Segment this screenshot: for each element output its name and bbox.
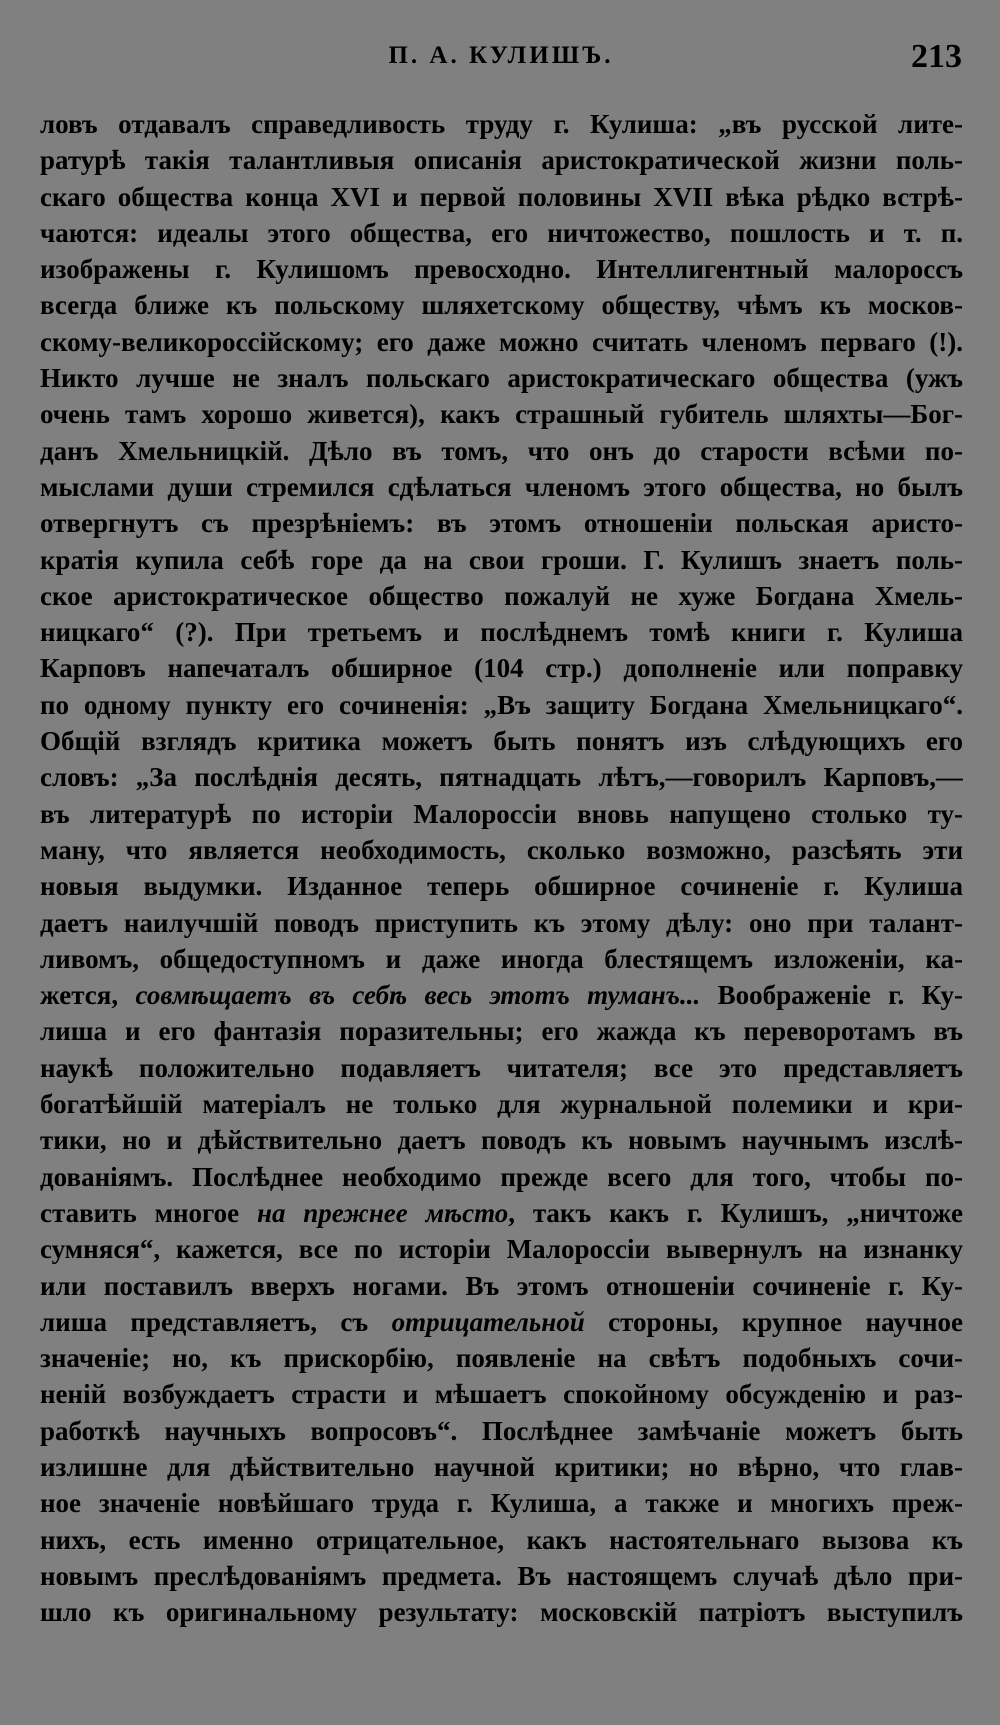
text-segment: изображены г. Кулишомъ превосходно. Интеллигентный малороссъ xyxy=(40,254,963,285)
text-line xyxy=(40,179,963,215)
text-line xyxy=(40,1195,963,1231)
text-segment: отвергнутъ съ презрѣніемъ: въ этомъ отношеніи польская аристо- xyxy=(40,508,963,539)
text-line xyxy=(40,396,963,432)
text-segment: ливомъ, общедоступномъ и даже иногда блестящемъ изложеніи, ка- xyxy=(40,943,963,974)
text-line xyxy=(40,287,963,323)
text-segment: Общій взглядъ критика можетъ быть понятъ изъ слѣдующихъ его xyxy=(40,726,963,757)
text-segment: стороны, крупное научное xyxy=(584,1306,963,1337)
text-segment: новыя выдумки. Изданное теперь обширное сочиненіе г. Кулиша xyxy=(40,871,963,902)
text-segment: даетъ наилучшій поводъ приступить къ этому дѣлу: оно при талант- xyxy=(40,907,963,938)
text-segment: ставить многое xyxy=(40,1197,257,1228)
text-segment: значеніе; но, къ прискорбію, появленіе на свѣтъ подобныхъ сочи- xyxy=(40,1343,963,1374)
text-line xyxy=(40,578,963,614)
text-segment: въ литературѣ по исторіи Малороссіи вновь напущено столько ту- xyxy=(40,798,963,829)
text-line xyxy=(40,868,963,904)
running-title: П. А. КУЛИШЪ. xyxy=(388,42,614,69)
text-segment: ловъ отдавалъ справедливость труду г. Кулиша: „въ русской лите- xyxy=(40,109,963,139)
text-line xyxy=(40,941,963,977)
text-segment: излишне для дѣйствительно научной критики; но вѣрно, что глав- xyxy=(40,1451,963,1482)
text-line xyxy=(40,905,963,941)
text-line xyxy=(40,1376,963,1412)
text-segment: всегда ближе къ польскому шляхетскому обществу, чѣмъ къ москов- xyxy=(40,290,963,321)
text-segment: наукѣ положительно подавляетъ читателя; все это представляетъ xyxy=(40,1052,963,1083)
text-line xyxy=(40,106,963,142)
text-segment: ману, что является необходимость, сколько возможно, разсѣять эти xyxy=(40,834,963,865)
text-line xyxy=(40,1086,963,1122)
text-segment: скаго общества конца XVI и первой половины XVII вѣка рѣдко встрѣ- xyxy=(40,181,963,212)
text-segment: работкѣ научныхъ вопросовъ“. Послѣднее замѣчаніе можетъ быть xyxy=(40,1415,963,1446)
text-segment: лиша представляетъ, съ xyxy=(40,1306,392,1337)
text-line xyxy=(40,723,963,759)
text-line xyxy=(40,1268,963,1304)
text-segment: Воображеніе г. Ку- xyxy=(700,980,963,1011)
text-line xyxy=(40,324,963,360)
text-segment: очень тамъ хорошо живется), какъ страшный губитель шляхты—Бог- xyxy=(40,399,963,430)
text-line xyxy=(40,1013,963,1049)
text-segment: Карповъ напечаталъ обширное (104 стр.) дополненіе или поправку xyxy=(40,653,963,684)
text-line xyxy=(40,469,963,505)
text-line xyxy=(40,542,963,578)
italic-text: совмѣщаетъ въ себѣ весь этотъ туманъ... xyxy=(135,980,701,1011)
text-segment: сумняся“, кажется, все по исторіи Малороссіи вывернулъ на изнанку xyxy=(40,1234,963,1265)
italic-text: на прежнее мѣсто xyxy=(256,1197,509,1228)
text-segment: новымъ преслѣдованіямъ предмета. Въ настоящемъ случаѣ дѣло при- xyxy=(40,1560,963,1591)
page-number: 213 xyxy=(911,38,962,75)
body-text xyxy=(40,106,963,1630)
text-line xyxy=(40,251,963,287)
page-header xyxy=(40,38,962,78)
text-line xyxy=(40,1558,963,1594)
text-line xyxy=(40,1340,963,1376)
text-segment: словъ: „За послѣднія десять, пятнадцать лѣтъ,—говорилъ Карповъ,— xyxy=(40,762,963,793)
text-segment: кратія купила себѣ горе да на свои гроши. Г. Кулишъ знаетъ поль- xyxy=(40,544,963,575)
text-line xyxy=(40,832,963,868)
text-segment: чаются: идеалы этого общества, его ничтожество, пошлость и т. п. xyxy=(40,217,963,248)
text-segment: неній возбуждаетъ страсти и мѣшаетъ спокойному обсужденію и раз- xyxy=(40,1379,963,1410)
text-line xyxy=(40,1304,963,1340)
text-segment: лиша и его фантазія поразительны; его жажда къ переворотамъ въ xyxy=(40,1016,963,1047)
text-segment: тики, но и дѣйствительно даетъ поводъ къ новымъ научнымъ изслѣ- xyxy=(40,1125,963,1156)
text-line xyxy=(40,759,963,795)
text-line xyxy=(40,1159,963,1195)
text-line xyxy=(40,650,963,686)
text-segment: данъ Хмельницкій. Дѣло въ томъ, что онъ до старости всѣми по- xyxy=(40,435,963,466)
text-line xyxy=(40,1449,963,1485)
text-segment: , такъ какъ г. Кулишъ, „ничтоже xyxy=(508,1197,963,1228)
text-line xyxy=(40,796,963,832)
text-line xyxy=(40,1485,963,1521)
text-segment: скому-великороссійскому; его даже можно считать членомъ перваго (!). xyxy=(40,326,963,357)
text-line xyxy=(40,1522,963,1558)
text-line xyxy=(40,1122,963,1158)
text-line xyxy=(40,360,963,396)
text-segment: шло къ оригинальному результату: московскій патріотъ выступилъ xyxy=(40,1597,963,1628)
text-segment: по одному пункту его сочиненія: „Въ защиту Богдана Хмельницкаго“. xyxy=(40,689,963,720)
text-segment: ское аристократическое общество пожалуй не хуже Богдана Хмель- xyxy=(40,580,963,611)
text-line xyxy=(40,614,963,650)
text-segment: Никто лучше не зналъ польскаго аристократическаго общества (ужъ xyxy=(40,363,963,394)
text-segment: богатѣйшій матеріалъ не только для журнальной полемики и кри- xyxy=(40,1089,963,1120)
text-line xyxy=(40,1231,963,1267)
text-line xyxy=(40,505,963,541)
text-line xyxy=(40,687,963,723)
text-line xyxy=(40,1413,963,1449)
text-line xyxy=(40,433,963,469)
text-segment: ратурѣ такія талантливыя описанія аристократической жизни поль- xyxy=(40,145,963,176)
text-segment: жется, xyxy=(40,980,136,1011)
text-line xyxy=(40,215,963,251)
text-segment: ное значеніе новѣйшаго труда г. Кулиша, а также и многихъ преж- xyxy=(40,1488,963,1519)
text-segment: или поставилъ вверхъ ногами. Въ этомъ отношеніи сочиненіе г. Ку- xyxy=(40,1270,963,1301)
text-line xyxy=(40,1594,963,1630)
text-segment: нихъ, есть именно отрицательное, какъ настоятельнаго вызова къ xyxy=(40,1524,963,1555)
text-line xyxy=(40,142,963,178)
text-line xyxy=(40,977,963,1013)
text-segment: дованіямъ. Послѣднее необходимо прежде всего для того, чтобы по- xyxy=(40,1161,963,1192)
italic-text: отрицательной xyxy=(391,1306,585,1337)
text-segment: ницкаго“ (?). При третьемъ и послѣднемъ томѣ книги г. Кулиша xyxy=(40,617,963,648)
text-segment: мыслами души стремился сдѣлаться членомъ этого общества, но былъ xyxy=(40,471,963,502)
text-line xyxy=(40,1050,963,1086)
